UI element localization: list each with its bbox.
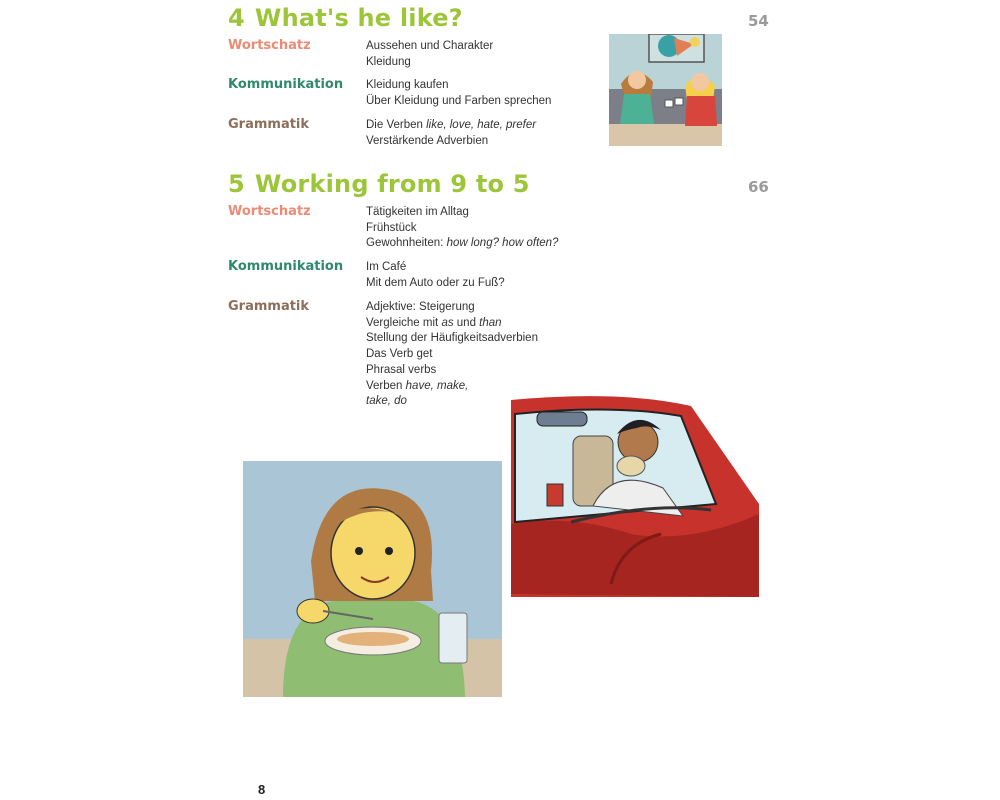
list-item: Die Verben like, love, hate, prefer <box>366 119 537 131</box>
list-item: Verstärkende Adverbien <box>366 134 489 147</box>
woman-eating-soup-illustration <box>243 461 502 697</box>
list-item: Stellung der Häufigkeitsadverbien <box>366 332 538 345</box>
unit-5-kommunikation-label: Kommunikation <box>228 259 344 274</box>
list-item: Frühstück <box>366 221 417 234</box>
man-driving-car-illustration <box>511 394 759 597</box>
unit-4-grammatik-label: Grammatik <box>228 117 310 132</box>
two-women-cafe-illustration <box>609 34 722 146</box>
list-item: Im Café <box>366 261 407 273</box>
unit-4-kommunikation-label: Kommunikation <box>228 77 344 92</box>
unit-5-kommunikation-list <box>366 260 505 291</box>
unit-5-page-ref[interactable]: 66 <box>748 178 769 196</box>
unit-5-title-text: Working from 9 to 5 <box>254 170 530 198</box>
list-item: Über Kleidung und Farben sprechen <box>366 94 552 107</box>
unit-4-kommunikation-list <box>366 78 551 109</box>
unit-4-page-ref[interactable]: 54 <box>748 12 769 30</box>
unit-5-grammatik-label: Grammatik <box>228 299 310 314</box>
unit-4-grammatik-list <box>366 118 536 149</box>
list-item: Das Verb get <box>366 348 433 361</box>
list-item: Tätigkeiten im Alltag <box>366 206 469 218</box>
list-item: Adjektive: Steigerung <box>366 301 475 313</box>
list-item: Mit dem Auto oder zu Fuß? <box>366 276 505 289</box>
list-item: take, do <box>366 395 407 408</box>
unit-4-title <box>228 4 463 32</box>
list-item: Kleidung kaufen <box>366 79 449 91</box>
unit-4-wortschatz-list <box>366 39 493 70</box>
page-number: 8 <box>258 782 266 797</box>
list-item: Verben have, make, <box>366 379 469 392</box>
unit-4-wortschatz-label: Wortschatz <box>228 38 311 53</box>
list-item: Aussehen und Charakter <box>366 40 494 52</box>
list-item: Kleidung <box>366 55 411 68</box>
unit-4-number: 4 <box>228 4 245 32</box>
unit-4-title-text: What's he like? <box>254 4 463 32</box>
unit-5-wortschatz-list <box>366 205 558 252</box>
unit-5-wortschatz-label: Wortschatz <box>228 204 311 219</box>
list-item: Phrasal verbs <box>366 363 437 376</box>
unit-5-title <box>228 170 530 198</box>
list-item: Gewohnheiten: how long? how often? <box>366 237 559 250</box>
list-item: Vergleiche mit as und than <box>366 316 502 329</box>
unit-5-number: 5 <box>228 170 245 198</box>
